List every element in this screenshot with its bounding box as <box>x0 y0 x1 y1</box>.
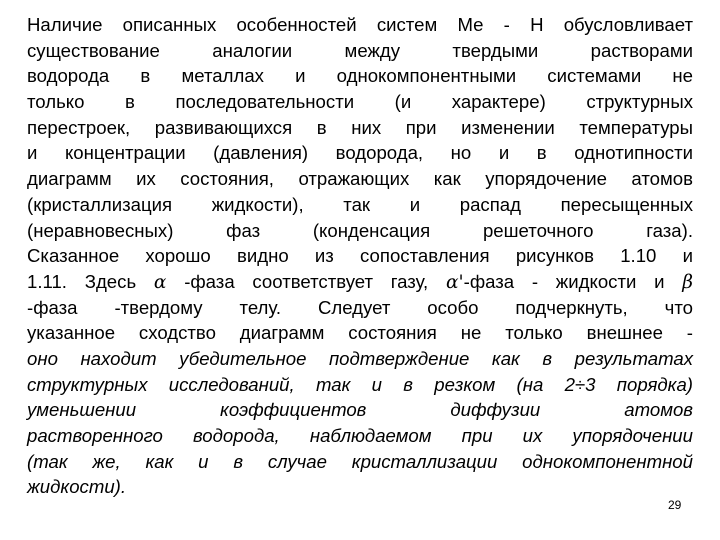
text-line-2: существование аналогии между твердыми растворами <box>27 39 693 61</box>
text-line-3: водорода в металлах и однокомпонентными системами не <box>27 65 693 87</box>
text-line-5: перестроек, развивающихся в них при изменении температуры <box>27 116 693 138</box>
italic-line-1: оно находит убедительное подтверждение как в результатах <box>27 347 693 369</box>
text-line-11 <box>27 269 693 295</box>
beta-symbol: β <box>682 271 693 293</box>
text-line-13: указанное сходство диаграмм состояния не только внешнее - <box>27 322 693 344</box>
line11-part2: -фаза соответствует газу, <box>184 270 446 292</box>
italic-line-3: уменьшении коэффициентов диффузии атомов <box>27 399 693 421</box>
italic-line-2: структурных исследований, так и в резком (на 2÷3 порядка) <box>27 373 693 395</box>
text-line-6: и концентрации (давления) водорода, но и в однотипности <box>27 142 693 164</box>
italic-line-4: растворенного водорода, наблюдаемом при их упорядочении <box>27 425 693 446</box>
body-text <box>27 12 693 500</box>
page-number: 29 <box>668 498 682 512</box>
italic-line-6: жидкости). <box>27 476 127 498</box>
text-line-4: только в последовательности (и характере) структурных <box>27 91 693 113</box>
text-line-12: -фаза -твердому телу. Следует особо подчеркнуть, что <box>27 296 693 318</box>
text-line-1: Наличие описанных особенностей систем Ме - Н обусловливает <box>27 14 693 35</box>
italic-line-5: (так же, как и в случае кристаллизации однокомпонентной <box>27 450 693 472</box>
text-line-10: Сказанное хорошо видно из сопоставления рисунков 1.10 и <box>27 245 693 267</box>
text-line-8: (кристаллизация жидкости), так и распад пересыщенных <box>27 193 693 215</box>
alpha-prime-symbol: α' <box>445 271 464 293</box>
text-line-9: (неравновесных) фаз (конденсация решеточного газа). <box>27 219 693 241</box>
line11-part3: -фаза - жидкости и <box>463 270 683 292</box>
alpha-symbol: α <box>153 271 167 293</box>
line11-part1: 1.11. Здесь <box>27 270 154 292</box>
text-line-7: диаграмм их состояния, отражающих как упорядочение атомов <box>27 168 693 190</box>
